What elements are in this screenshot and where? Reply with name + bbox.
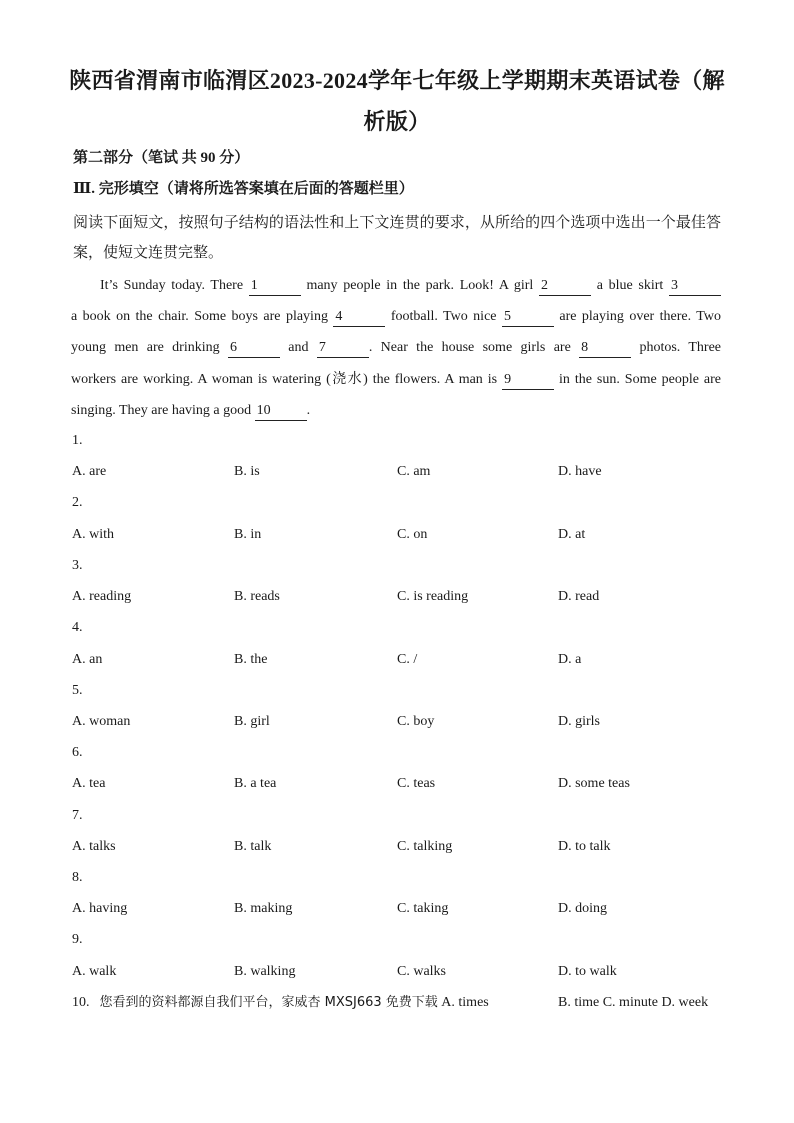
option-d: D. at: [558, 527, 586, 542]
option-a: A. woman: [72, 714, 131, 729]
option-c: C. taking: [397, 901, 449, 916]
passage-text: photos. Three: [631, 340, 722, 356]
passage-text: young men are drinking: [71, 340, 228, 356]
question-number: 8.: [72, 870, 83, 885]
option-c: C. walks: [397, 964, 446, 979]
passage-text: .: [306, 402, 311, 418]
passage-text: are playing over there. Two: [553, 309, 721, 325]
option-a: A. with: [72, 527, 114, 542]
option-c: C. /: [397, 652, 418, 667]
option-b: B. walking: [234, 964, 296, 979]
question-number: 9.: [72, 932, 83, 947]
question-number: 5.: [72, 683, 83, 698]
option-a: A. walk: [72, 964, 117, 979]
question-number: 1.: [72, 433, 83, 448]
option-d: D. doing: [558, 901, 607, 916]
option-a: A. times: [437, 995, 489, 1010]
passage-text: in the sun. Some people are: [554, 371, 721, 387]
passage-text: many people in the park. Look! A girl: [300, 278, 539, 293]
passage-text: It’s Sunday today. There: [100, 278, 249, 293]
title-line-1: 陕西省渭南市临渭区2023-2024学年七年级上学期期末英语试卷（解: [69, 68, 725, 93]
instruction-text: 阅读下面短文，按照句子结构的语法性和上下文连贯的要求，从所给的四个选项中选出一个最佳答案，使短文连贯完整。: [73, 215, 721, 261]
page-title: [40, 62, 754, 141]
option-a: A. talks: [72, 839, 116, 854]
blank-6: 6: [228, 339, 280, 358]
option-a: A. having: [72, 901, 128, 916]
question-10-row: [72, 993, 732, 1013]
blank-9: 9: [502, 371, 554, 390]
option-b: B. the: [234, 652, 268, 667]
option-d: D. read: [558, 589, 600, 604]
option-c: C. teas: [397, 776, 436, 791]
passage-line-1: [71, 270, 721, 301]
option-d: D. some teas: [558, 776, 630, 791]
question-number: 4.: [72, 620, 83, 635]
passage-text: . Near the house some girls are: [368, 340, 580, 356]
blank-2: 2: [539, 277, 591, 296]
option-a: A. reading: [72, 589, 132, 604]
question-number: 6.: [72, 745, 83, 760]
blank-8: 8: [579, 339, 631, 358]
passage-text: and: [279, 340, 317, 356]
option-a: A. tea: [72, 776, 106, 791]
promo-text: 您看到的资料都源自我们平台，家威杏 MXSJ663 免费下载: [99, 995, 438, 1010]
blank-1: 1: [249, 277, 301, 296]
option-d: D. a: [558, 652, 582, 667]
passage-line-3: [71, 332, 721, 363]
question-number: 10.: [72, 995, 90, 1010]
options-bcd: B. time C. minute D. week: [558, 995, 709, 1010]
option-d: D. girls: [558, 714, 600, 729]
option-c: C. on: [397, 527, 428, 542]
option-a: A. an: [72, 652, 103, 667]
option-b: B. a tea: [234, 776, 277, 791]
question-number: 2.: [72, 495, 83, 510]
option-d: D. have: [558, 464, 602, 479]
passage-text: singing. They are having a good: [71, 402, 255, 418]
passage-text: a book on the chair. Some boys are playing: [71, 309, 334, 325]
option-d: D. to talk: [558, 839, 611, 854]
option-b: B. is: [234, 464, 260, 479]
passage-text: workers are working. A woman is watering (浇水) the flowers. A man is: [71, 371, 503, 387]
blank-3: 3: [669, 277, 721, 296]
option-b: B. in: [234, 527, 262, 542]
passage-text: a blue skirt: [591, 278, 669, 293]
blank-7: 7: [317, 339, 369, 358]
passage-line-2: [71, 301, 721, 332]
option-b: B. reads: [234, 589, 280, 604]
option-c: C. boy: [397, 714, 435, 729]
option-b: B. making: [234, 901, 293, 916]
title-line-2: 析版）: [363, 109, 431, 134]
option-c: C. is reading: [397, 589, 469, 604]
passage-line-5: [71, 395, 721, 426]
question-number: 7.: [72, 808, 83, 823]
option-c: C. am: [397, 464, 431, 479]
question-number: 3.: [72, 558, 83, 573]
part-heading: 第二部分（笔试 共 90 分）: [73, 150, 250, 166]
blank-4: 4: [333, 308, 385, 327]
option-d: D. to walk: [558, 964, 617, 979]
cloze-passage: [71, 270, 721, 426]
blank-5: 5: [502, 308, 554, 327]
option-b: B. talk: [234, 839, 272, 854]
section-heading: Ⅲ. 完形填空（请将所选答案填在后面的答题栏里）: [73, 181, 414, 197]
blank-10: 10: [255, 402, 307, 421]
option-c: C. talking: [397, 839, 453, 854]
option-b: B. girl: [234, 714, 270, 729]
option-a: A. are: [72, 464, 107, 479]
passage-line-4: [71, 364, 721, 395]
passage-text: football. Two nice: [385, 309, 502, 325]
